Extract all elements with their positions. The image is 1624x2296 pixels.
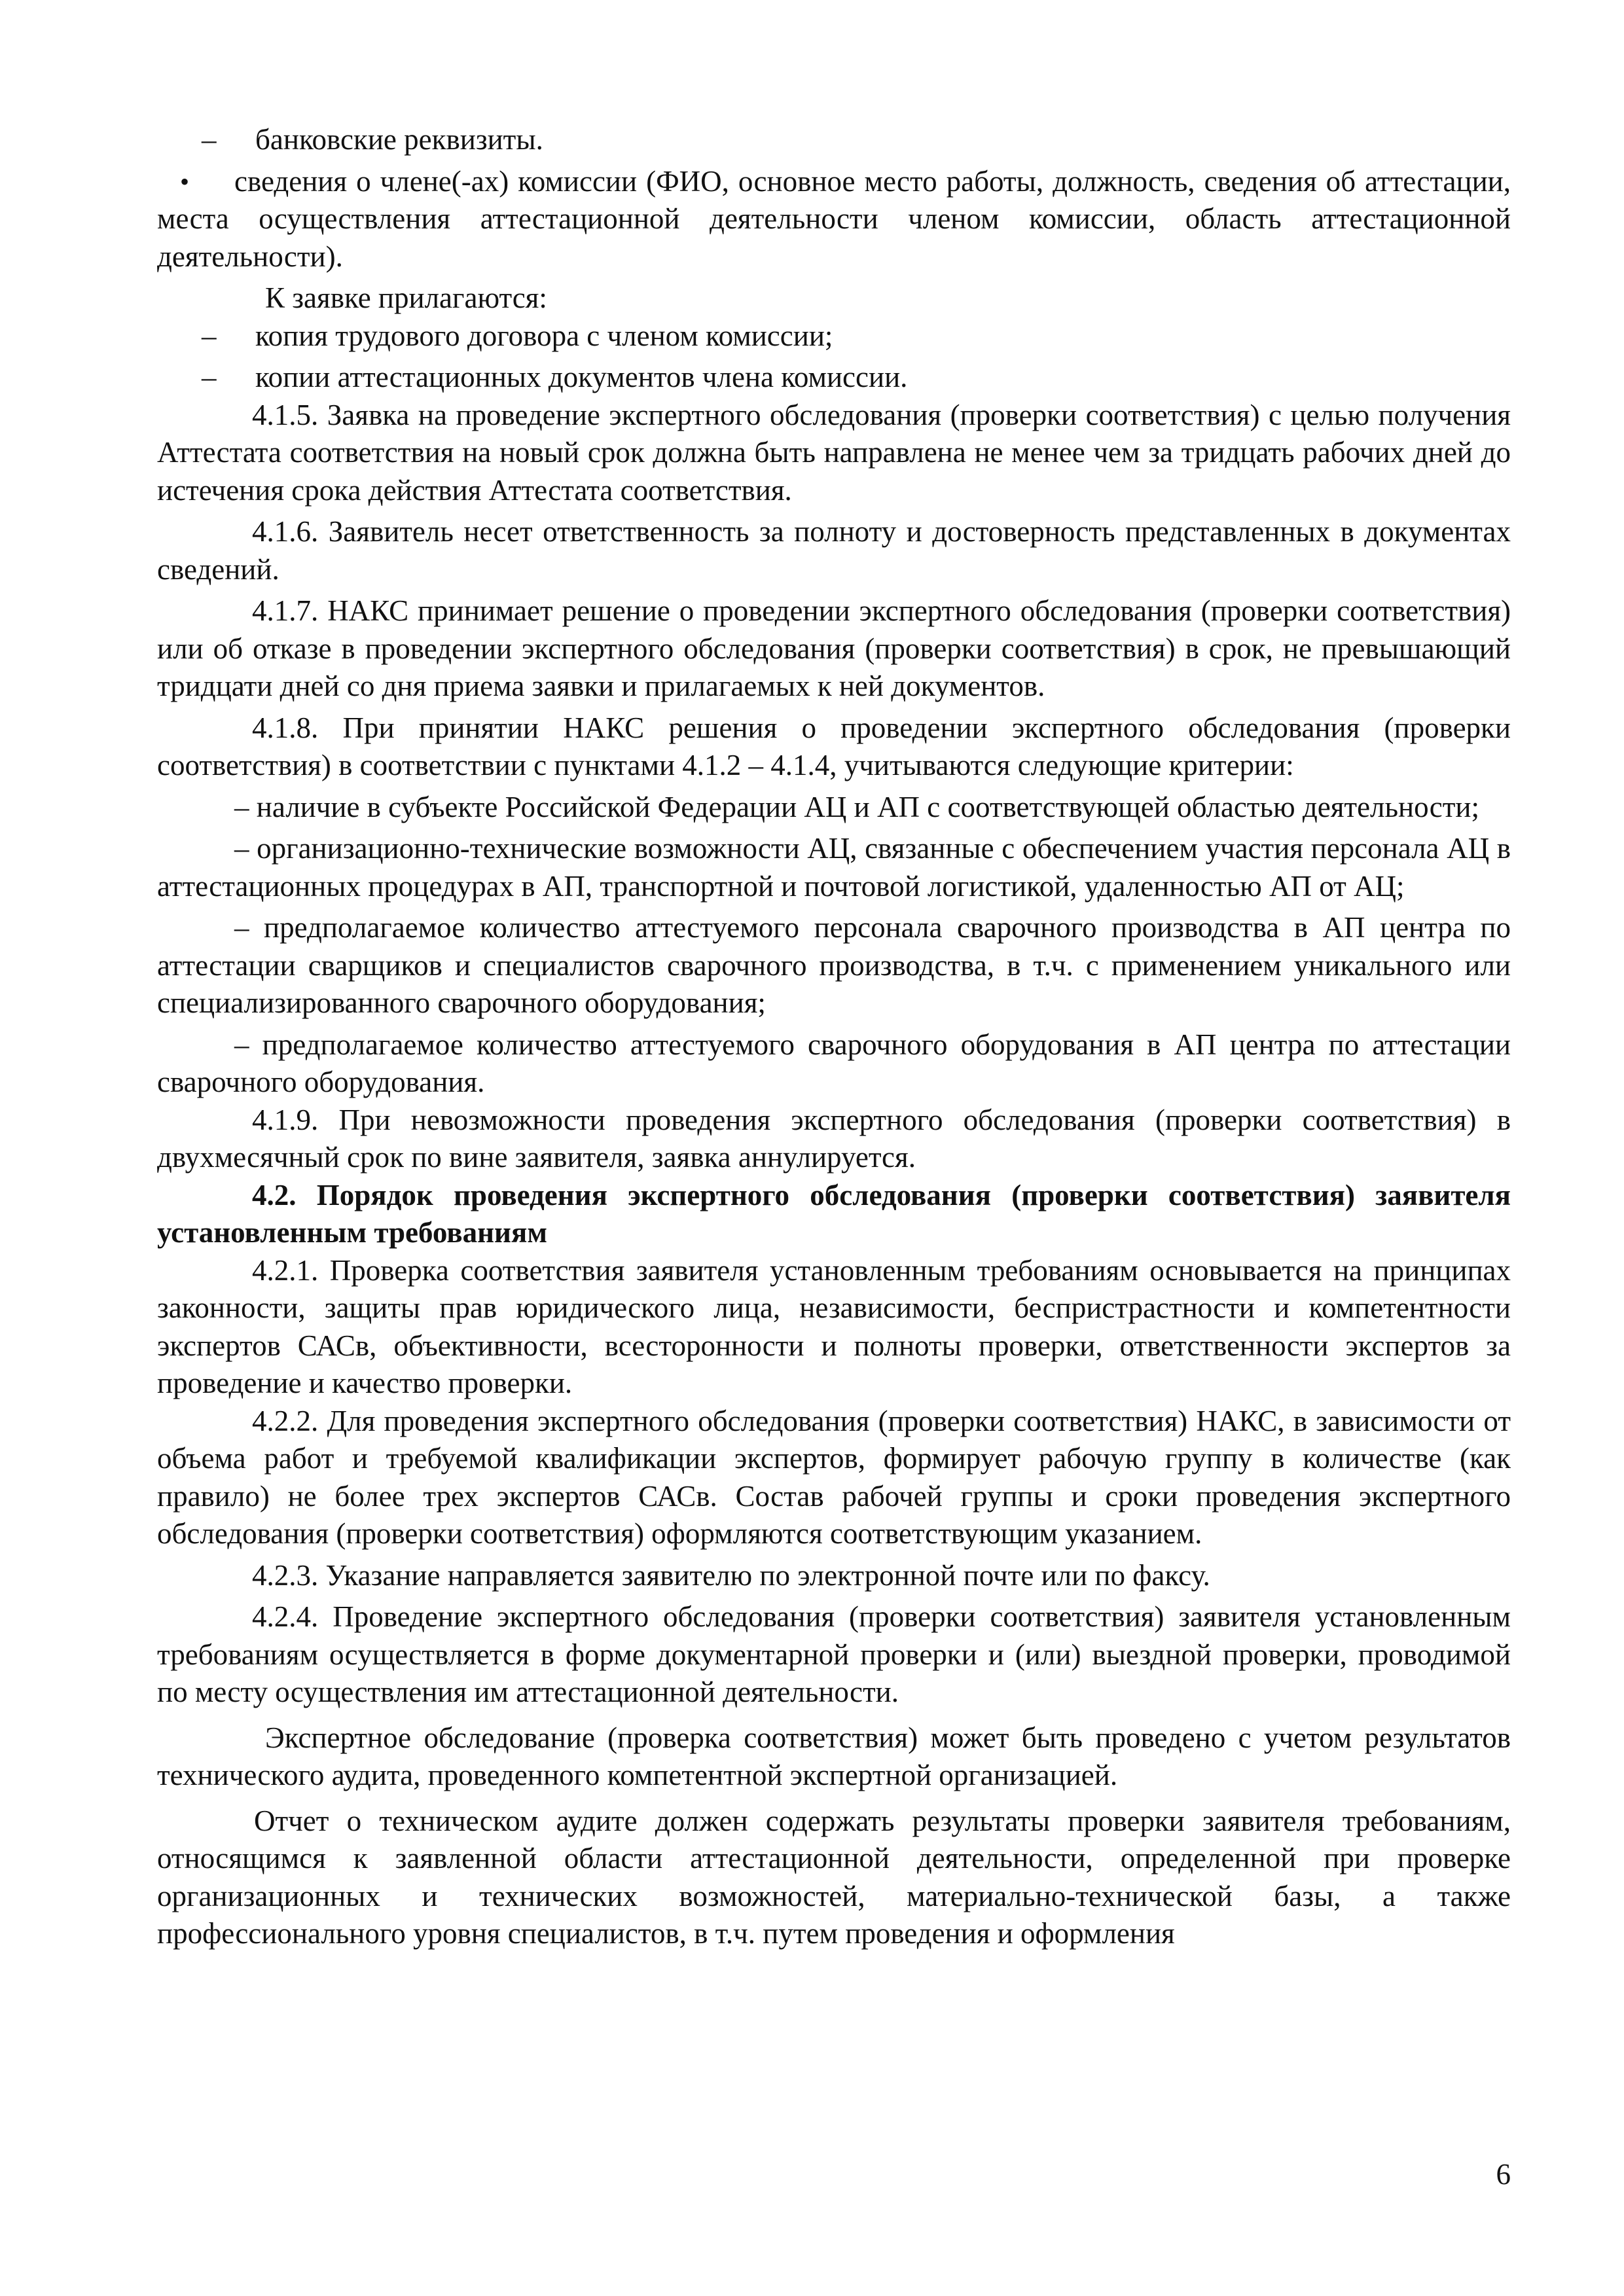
criterion-item: – предполагаемое количество аттестуемого персонала сварочного производства в АП центра по аттестации сварщиков и специалистов сварочного производства, в т.ч. с применением уникального или специализированного сварочного оборудования; [157,911,1511,1019]
list-item [157,163,1511,276]
list-item [157,359,1511,397]
paragraph-4-1-7: 4.1.7. НАКС принимает решение о проведении экспертного обследования (проверки соответствия) или об отказе в проведении экспертного обследования (проверки соответствия) в срок, не превышающий тридцати дней со дня приема заявки и прилагаемых к ней документов. [157,594,1511,702]
dash-marker: – [202,319,217,352]
attachment-item-text: копия трудового договора с членом комиссии; [255,319,833,352]
paragraph-4-2-4: 4.2.4. Проведение экспертного обследования (проверки соответствия) заявителя установленным требованиям осуществляется в форме документарной проверки и (или) выездной проверки, проводимой по месту осуществления им аттестационной деятельности. [157,1600,1511,1708]
list-item [157,121,1511,159]
paragraph-4-2-2: 4.2.2. Для проведения экспертного обследования (проверки соответствия) НАКС, в зависимости от объема работ и требуемой квалификации экспертов, формирует рабочую группу в количестве (как правило) не более трех экспертов САСв. Состав рабочей группы и сроки проведения экспертного обследования (проверки соответствия) оформляются соответствующим указанием. [157,1404,1511,1550]
paragraph-4-1-5: 4.1.5. Заявка на проведение экспертного обследования (проверки соответствия) с целью получения Аттестата соответствия на новый срок должна быть направлена не менее чем за тридцать рабочих дней до истечения срока действия Аттестата соответствия. [157,398,1511,507]
document-page [157,121,1511,1953]
dash-marker: – [202,361,217,393]
paragraph-4-2-1: 4.2.1. Проверка соответствия заявителя установленным требованиям основывается на принципах законности, защиты прав юридического лица, независимости, беспристрастности и компетентности экспертов САСв, объективности, всесторонности и полноты проверки, ответственности экспертов за проведение и качество проверки. [157,1253,1511,1399]
paragraph-4-1-9: 4.1.9. При невозможности проведения экспертного обследования (проверки соответствия) в двухмесячный срок по вине заявителя, заявка аннулируется. [157,1103,1511,1174]
paragraph-4-1-6: 4.1.6. Заявитель несет ответственность за полноту и достоверность представленных в документах сведений. [157,515,1511,586]
criterion-item: – организационно-технические возможности АЦ, связанные с обеспечением участия персонала АЦ в аттестационных процедурах в АП, транспортной и почтовой логистикой, удаленностью АП от АЦ; [157,832,1511,903]
dash-marker: – [202,123,217,156]
bullet-marker: • [180,166,190,196]
page-number: 6 [1496,2158,1511,2191]
paragraph-audit-report: Отчет о техническом аудите должен содержать результаты проверки заявителя требованиям, относящимся к заявленной области аттестационной деятельности, определенной при проверке организационных и технических возможностей, материально-технической базы, а также профессионального уровня специалистов, в т.ч. путем проведения и оформления [157,1804,1511,1950]
criterion-item: – наличие в субъекте Российской Федерации АЦ и АП с соответствующей областью деятельности; [234,790,1479,823]
list-item [157,317,1511,355]
paragraph-4-2-3: 4.2.3. Указание направляется заявителю по электронной почте или по факсу. [252,1558,1210,1592]
attachment-item-text: копии аттестационных документов члена комиссии. [255,361,908,393]
bank-details-text: банковские реквизиты. [255,123,543,156]
attachments-intro: К заявке прилагаются: [265,281,547,314]
criterion-item: – предполагаемое количество аттестуемого сварочного оборудования в АП центра по аттестации сварочного оборудования. [157,1028,1511,1098]
paragraph-4-1-8: 4.1.8. При принятии НАКС решения о проведении экспертного обследования (проверки соответствия) в соответствии с пунктами 4.1.2 – 4.1.4, учитываются следующие критерии: [157,711,1511,781]
paragraph-expert-survey: Экспертное обследование (проверка соответствия) может быть проведено с учетом результатов технического аудита, проведенного компетентной экспертной организацией. [157,1721,1511,1791]
commission-info-text: сведения о члене(-ах) комиссии (ФИО, основное место работы, должность, сведения об аттестации, места осуществления аттестационной деятельности членом комиссии, область аттестационной деятельности). [157,164,1511,273]
section-heading-4-2: 4.2. Порядок проведения экспертного обследования (проверки соответствия) заявителя установленным требованиям [157,1178,1511,1249]
